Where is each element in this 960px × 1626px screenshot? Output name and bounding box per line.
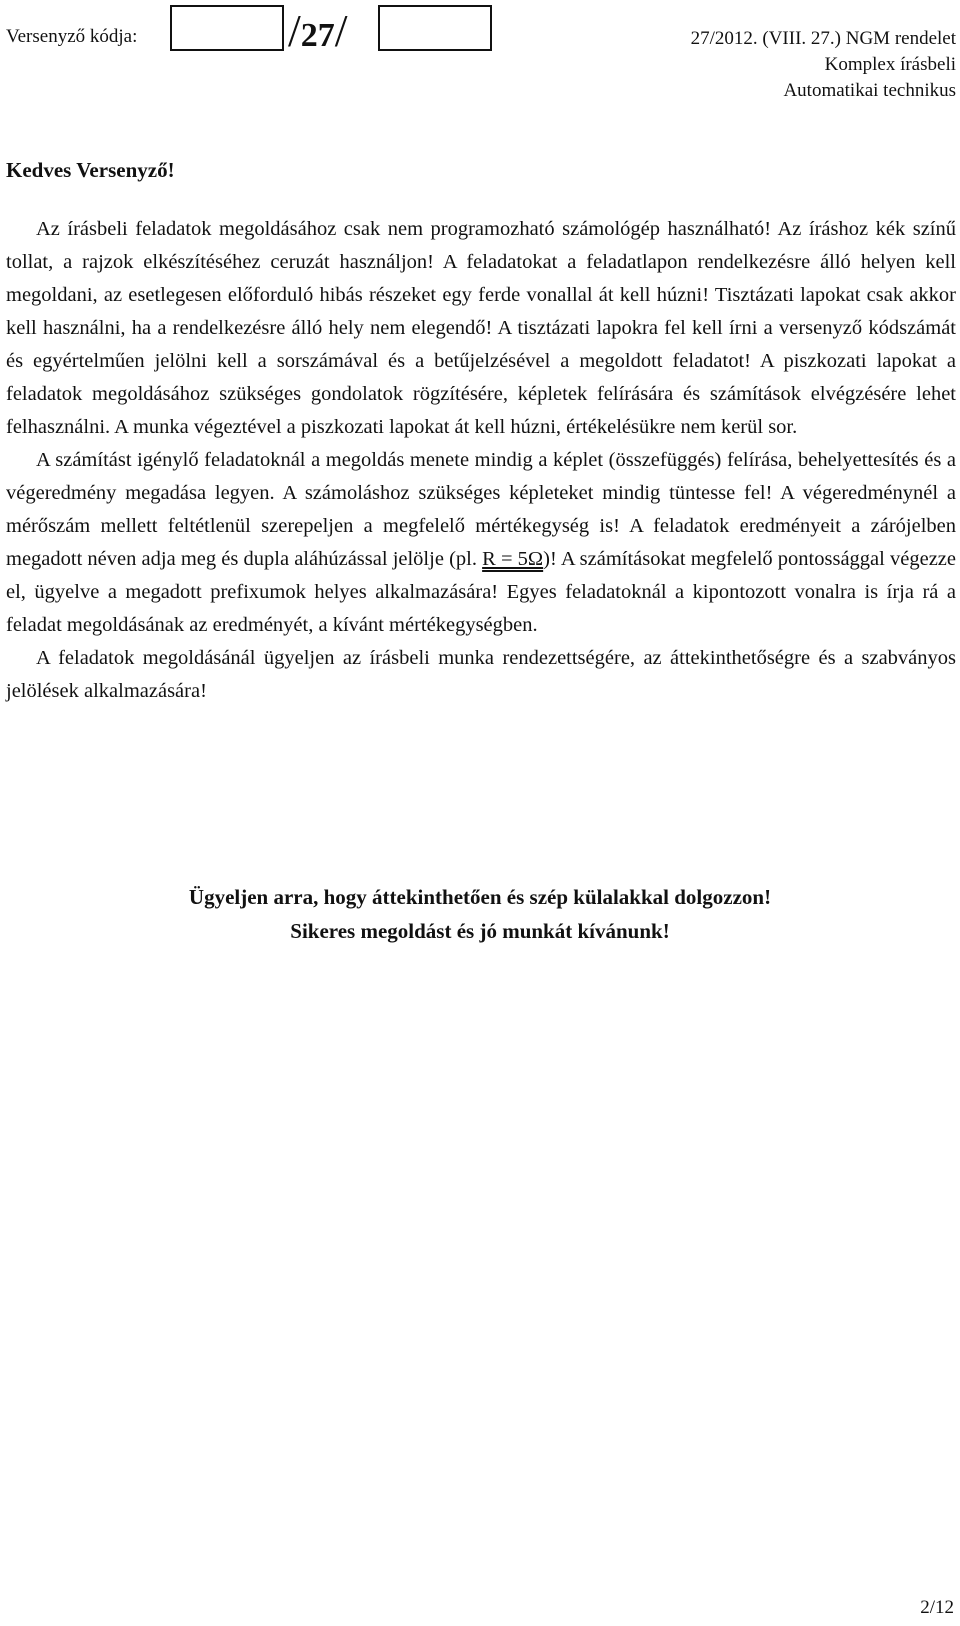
instructions-paragraph-1: Az írásbeli feladatok megoldásához csak nem programozható számológép használható! Az íráshoz kék színű tollat, a rajzok elkészítéséhez ceruzát használjon! A feladatokat a feladatlapon rendelkezésre álló helyen kell megoldani, az esetlegesen előforduló hibás részeket egy ferde vonallal át kell húzni! Tisztázati lapokat csak akkor kell használni, ha a rendelkezésre álló hely nem elegendő! A tisztázati lapokra fel kell írni a versenyző kódszámát és egyértelműen jelölni kell a sorszámával és a betűjelzésével a megoldott feladatot! A piszkozati lapokat a feladatok megoldásához szükséges gondolatok rögzítésére, képletek felírására és számítások elvégzésére lehet felhasználni. A munka végeztével a piszkozati lapokat át kell húzni, értékelésükre nem kerül sor. (6, 218, 956, 438)
page-number: 2/12 (920, 1597, 954, 1618)
closing-line-2: Sikeres megoldást és jó munkát kívánunk! (290, 919, 670, 943)
competitor-code-field[interactable] (170, 5, 284, 51)
competitor-code-suffix-field[interactable] (378, 5, 492, 51)
instructions-paragraph-3: A feladatok megoldásánál ügyeljen az írásbeli munka rendezettségére, az áttekinthetőségre és a szabványos jelölések alkalmazására! (6, 647, 956, 702)
regulation-text: 27/2012. (VIII. 27.) NGM rendelet (690, 28, 956, 49)
code-slash-right: / (334, 5, 348, 56)
instructions-body (6, 213, 956, 708)
exam-header-info (691, 26, 956, 104)
code-number (288, 6, 348, 61)
double-underline-example: R = 5Ω (482, 548, 544, 570)
code-number-value: 27 (300, 17, 335, 54)
instructions-paragraph-2-end: )! A számításokat megfelelő pontossággal végezze el, ügyelve a megadott prefixumok helyes alkalmazására! Egyes feladatoknál a kipontozott vonalra is írja rá a feladat megoldásának az eredményét, a kívánt mértékegységben. (6, 548, 956, 636)
code-slash-left: / (288, 5, 301, 56)
instructions-paragraph-2 (6, 444, 956, 642)
closing-message (0, 880, 960, 948)
competitor-code-label: Versenyző kódja: (6, 26, 138, 47)
profession-text: Automatikai technikus (783, 80, 956, 101)
greeting: Kedves Versenyző! (6, 158, 175, 182)
closing-line-1: Ügyeljen arra, hogy áttekinthetően és szép külalakkal dolgozzon! (188, 885, 772, 909)
exam-type-text: Komplex írásbeli (824, 54, 956, 75)
instructions-paragraph-2-start: A számítást igénylő feladatoknál a megoldás menete mindig a képlet (összefüggés) felírása, behelyettesítés és a végeredmény megadása legyen. A számoláshoz szükséges képleteket mindig tüntesse fel! A végeredménynél a mérőszám mellett feltétlenül szerepeljen a megfelelő mértékegység is! A feladatok eredményeit a zárójelben megadott néven adja meg és dupla aláhúzással jelölje (pl. (6, 449, 956, 570)
